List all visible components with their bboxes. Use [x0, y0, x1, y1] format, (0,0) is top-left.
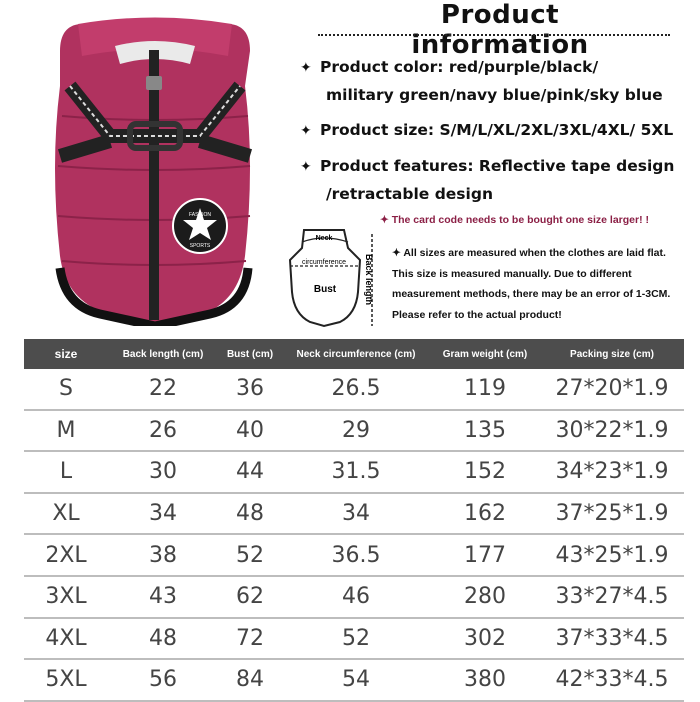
- header-bust: Bust (cm): [218, 339, 282, 369]
- table-row: [24, 618, 684, 660]
- table-cell: 37*33*4.5: [540, 618, 684, 660]
- table-cell: 135: [430, 410, 540, 452]
- measurement-note: ✦ All sizes are measured when the clothes are laid flat. This size is measured manually. Due to different measurement methods, there may be an error of 1-3CM. Please refer to the actual product!: [392, 247, 671, 321]
- table-cell: 54: [282, 659, 430, 701]
- table-cell: 31.5: [282, 451, 430, 493]
- feature-size: ✦ Product size: S/M/L/XL/2XL/3XL/4XL/ 5XL: [300, 117, 673, 145]
- table-cell: 46: [282, 576, 430, 618]
- table-cell: 36: [218, 369, 282, 410]
- star-bullet-icon: ✦: [392, 247, 404, 259]
- table-cell: 52: [218, 534, 282, 576]
- diagram-back-length-label: Back length: [364, 254, 374, 306]
- table-cell: 302: [430, 618, 540, 660]
- table-header-row: [24, 339, 684, 369]
- diagram-bust-label: Bust: [313, 284, 337, 295]
- star-bullet-icon: ✦: [300, 159, 312, 175]
- page-title: Product information: [411, 0, 589, 60]
- table-cell: 30: [108, 451, 218, 493]
- table-cell: 380: [430, 659, 540, 701]
- title-divider: [318, 34, 670, 36]
- table-cell: 280: [430, 576, 540, 618]
- header-packing-size: Packing size (cm): [540, 339, 684, 369]
- table-cell: 26: [108, 410, 218, 452]
- table-cell: L: [24, 451, 108, 493]
- card-size-note: ✦ The card code needs to be bought one size larger! !: [380, 214, 650, 226]
- diagram-circumference-label: circumference: [302, 259, 346, 266]
- table-row: [24, 659, 684, 701]
- header-back-length: Back length (cm): [108, 339, 218, 369]
- header-size: size: [24, 339, 108, 369]
- table-cell: 34: [282, 493, 430, 535]
- table-cell: 56: [108, 659, 218, 701]
- feature-color: ✦ Product color: red/purple/black/ military green/navy blue/pink/sky blue: [300, 54, 663, 109]
- star-bullet-icon: ✦: [300, 60, 312, 76]
- table-cell: 40: [218, 410, 282, 452]
- star-bullet-icon: ✦: [380, 214, 392, 226]
- star-bullet-icon: ✦: [300, 123, 312, 139]
- table-row: [24, 451, 684, 493]
- header-gram-weight: Gram weight (cm): [430, 339, 540, 369]
- measurement-diagram: [282, 222, 382, 337]
- table-cell: 44: [218, 451, 282, 493]
- table-cell: 34*23*1.9: [540, 451, 684, 493]
- table-cell: 33*27*4.5: [540, 576, 684, 618]
- badge-text-top: FASHION: [189, 212, 211, 218]
- table-cell: 5XL: [24, 659, 108, 701]
- table-cell: S: [24, 369, 108, 410]
- table-cell: 43: [108, 576, 218, 618]
- table-cell: 152: [430, 451, 540, 493]
- table-cell: 162: [430, 493, 540, 535]
- table-cell: 43*25*1.9: [540, 534, 684, 576]
- table-cell: XL: [24, 493, 108, 535]
- table-cell: 30*22*1.9: [540, 410, 684, 452]
- table-cell: 4XL: [24, 618, 108, 660]
- table-cell: 26.5: [282, 369, 430, 410]
- table-row: [24, 534, 684, 576]
- table-cell: 2XL: [24, 534, 108, 576]
- table-cell: 27*20*1.9: [540, 369, 684, 410]
- table-cell: 48: [218, 493, 282, 535]
- header-neck: Neck circumference (cm): [282, 339, 430, 369]
- table-cell: M: [24, 410, 108, 452]
- table-cell: 22: [108, 369, 218, 410]
- table-cell: 177: [430, 534, 540, 576]
- table-cell: 37*25*1.9: [540, 493, 684, 535]
- size-table: [24, 339, 684, 702]
- table-cell: 36.5: [282, 534, 430, 576]
- feature-design: ✦ Product features: Reflective tape design /retractable design: [300, 153, 674, 208]
- table-row: [24, 576, 684, 618]
- product-image-vest: [40, 6, 270, 331]
- table-cell: 3XL: [24, 576, 108, 618]
- table-cell: 84: [218, 659, 282, 701]
- table-cell: 119: [430, 369, 540, 410]
- table-cell: 42*33*4.5: [540, 659, 684, 701]
- table-cell: 62: [218, 576, 282, 618]
- table-row: [24, 493, 684, 535]
- table-cell: 29: [282, 410, 430, 452]
- table-cell: 72: [218, 618, 282, 660]
- table-cell: 34: [108, 493, 218, 535]
- badge-text-bottom: SPORTS: [189, 243, 211, 249]
- table-cell: 52: [282, 618, 430, 660]
- table-cell: 38: [108, 534, 218, 576]
- table-cell: 48: [108, 618, 218, 660]
- table-row: [24, 410, 684, 452]
- diagram-neck-label: Neck: [315, 235, 333, 242]
- table-row: [24, 369, 684, 410]
